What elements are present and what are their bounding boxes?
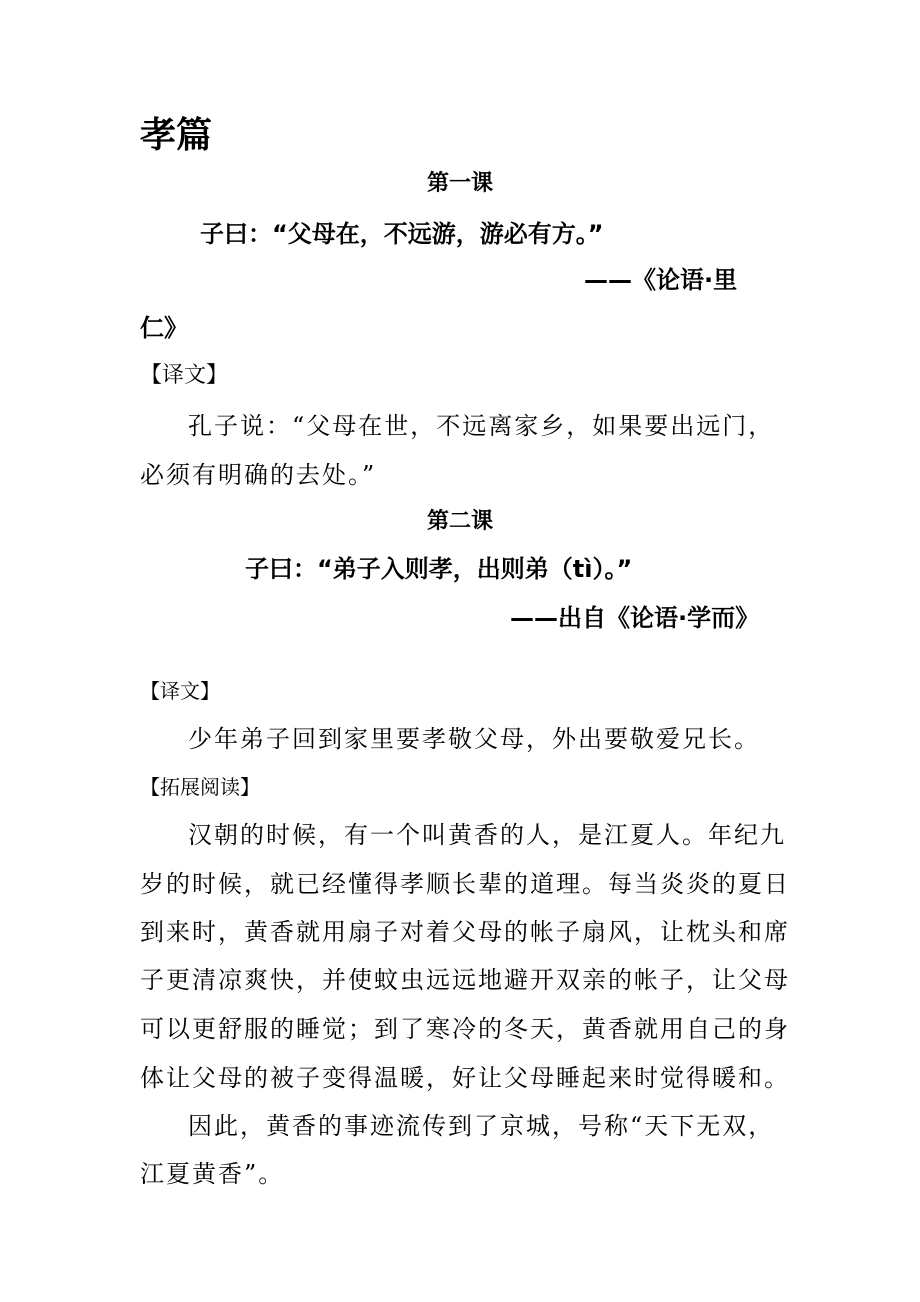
lesson-2-translation: 少年弟子回到家里要孝敬父母，外出要敬爱兄长。 — [188, 725, 760, 753]
lesson-1-source: ——《论语·里 — [584, 266, 738, 294]
extended-reading-line: 江夏黄香”。 — [140, 1160, 285, 1188]
lesson-2-source: ——出自《论语·学而》 — [510, 604, 760, 632]
page-title: 孝篇 — [140, 115, 213, 156]
lesson-2-quote: 子曰：“弟子入则孝，出则弟（tì）。” — [245, 555, 633, 583]
extended-reading-line: 子更清凉爽快，并使蚊虫远远地避开双亲的帐子，让父母 — [140, 966, 790, 994]
lesson-1-source-continued: 仁》 — [140, 314, 188, 342]
extended-reading-line: 可以更舒服的睡觉；到了寒冷的冬天，黄香就用自己的身 — [140, 1015, 790, 1043]
extended-reading-line: 到来时，黄香就用扇子对着父母的帐子扇风，让枕头和席 — [140, 918, 790, 946]
lesson-2-translation-tag: 【译文】 — [140, 679, 220, 703]
extended-reading-line: 因此，黄香的事迹流传到了京城，号称“天下无双， — [188, 1112, 775, 1140]
extended-reading-line: 岁的时候，就已经懂得孝顺长辈的道理。每当炎炎的夏日 — [140, 870, 790, 898]
extended-reading-line: 体让父母的被子变得温暖，好让父母睡起来时觉得暖和。 — [140, 1064, 790, 1092]
lesson-2-heading: 第二课 — [426, 509, 493, 534]
lesson-1-heading: 第一课 — [426, 171, 493, 196]
lesson-1-translation-continued: 必须有明确的去处。” — [140, 461, 377, 489]
extended-reading-line: 汉朝的时候，有一个叫黄香的人，是江夏人。年纪九 — [188, 821, 786, 849]
extended-reading-tag: 【拓展阅读】 — [140, 775, 260, 799]
lesson-1-translation: 孔子说：“父母在世，不远离家乡，如果要出远门， — [188, 412, 775, 440]
lesson-1-translation-tag: 【译文】 — [140, 363, 229, 388]
lesson-1-quote: 子曰：“父母在，不远游，游必有方。” — [200, 220, 604, 248]
